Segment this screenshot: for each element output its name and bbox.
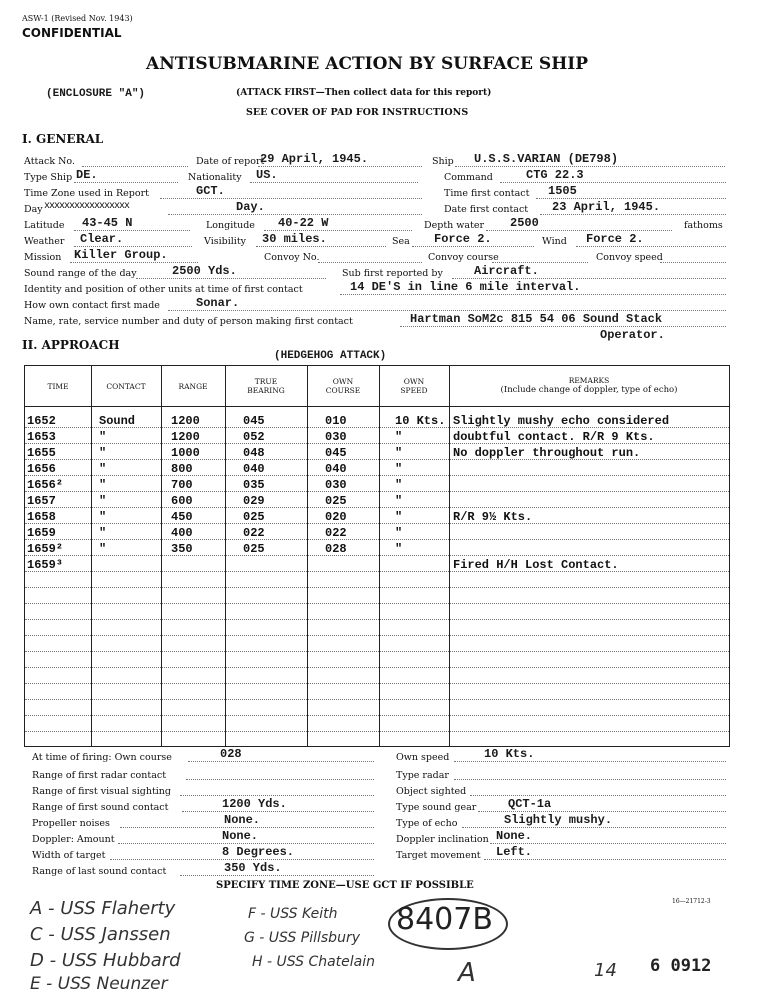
doppler-label: Doppler: Amount: [32, 834, 115, 845]
longitude-value: 40-22 W: [278, 216, 329, 230]
row-range: 450: [171, 510, 193, 524]
visibility-label: Visibility: [204, 236, 247, 247]
row-speed: ": [395, 430, 403, 444]
row-speed: ": [395, 542, 403, 556]
command-value: CTG 22.3: [526, 168, 584, 182]
row-range: 1200: [171, 414, 200, 428]
row-speed: 10 Kts.: [395, 414, 446, 428]
target-movement-label: Target movement: [396, 850, 481, 861]
person-value-line2: Operator.: [600, 328, 665, 342]
day-label: Day: [24, 204, 43, 215]
row-bearing: 048: [243, 446, 265, 460]
section-general-heading: I. GENERAL: [22, 132, 104, 146]
col-header-remarks: REMARKS: [568, 376, 610, 385]
how-contact-label: How own contact first made: [24, 300, 160, 311]
row-guide-line: [25, 667, 729, 668]
stamp-serial: 6 0912: [650, 956, 712, 976]
attack-no-label: Attack No.: [24, 156, 75, 167]
width-target-label: Width of target: [32, 850, 106, 861]
row-guide-line: [25, 603, 729, 604]
time-zone-label: Time Zone used in Report: [24, 188, 149, 199]
weather-label: Weather: [24, 236, 65, 247]
latitude-label: Latitude: [24, 220, 65, 231]
row-remarks: No doppler throughout run.: [453, 446, 641, 460]
row-guide-line: [25, 539, 729, 540]
row-guide-line: [25, 555, 729, 556]
sub-first-reported-value: Aircraft.: [474, 264, 539, 278]
handwritten-ship-e: E - USS Neunzer: [30, 974, 168, 994]
how-contact-value: Sonar.: [196, 296, 240, 310]
row-range: 800: [171, 462, 193, 476]
handwritten-ship-d: D - USS Hubbard: [30, 950, 181, 971]
col-header-own-course: OWN COURSE: [325, 377, 361, 395]
propeller-value: None.: [224, 813, 261, 827]
row-guide-line: [25, 635, 729, 636]
instruction-see-cover: SEE COVER OF PAD FOR INSTRUCTIONS: [246, 107, 469, 118]
row-speed: ": [395, 462, 403, 476]
row-guide-line: [25, 491, 729, 492]
row-guide-line: [25, 475, 729, 476]
doppler-inclination-label: Doppler inclination: [396, 834, 489, 845]
row-guide-line: [25, 715, 729, 716]
radar-range-label: Range of first radar contact: [32, 770, 167, 781]
row-range: 700: [171, 478, 193, 492]
col-header-true-bearing: TRUE BEARING: [247, 377, 285, 395]
first-sound-range-value: 1200 Yds.: [222, 797, 287, 811]
row-speed: ": [395, 510, 403, 524]
weather-value: Clear.: [80, 232, 124, 246]
row-contact: ": [99, 510, 107, 524]
row-contact: ": [99, 462, 107, 476]
row-contact: ": [99, 542, 107, 556]
date-of-report-value: 29 April, 1945.: [260, 152, 369, 166]
row-bearing: 022: [243, 526, 265, 540]
row-guide-line: [25, 507, 729, 508]
object-sighted-label: Object sighted: [396, 786, 467, 797]
row-guide-line: [25, 683, 729, 684]
row-course: 030: [325, 478, 347, 492]
row-remarks: doubtful contact. R/R 9 Kts.: [453, 430, 655, 444]
row-bearing: 025: [243, 510, 265, 524]
row-contact: ": [99, 478, 107, 492]
page-title: ANTISUBMARINE ACTION BY SURFACE SHIP: [146, 54, 588, 74]
classification-label: CONFIDENTIAL: [22, 26, 122, 40]
time-first-contact-value: 1505: [548, 184, 577, 198]
row-bearing: 025: [243, 542, 265, 556]
row-bearing: 040: [243, 462, 265, 476]
stamp-number-handwritten: 8407B: [396, 902, 493, 937]
row-range: 350: [171, 542, 193, 556]
row-time: 1656: [27, 462, 56, 476]
handwritten-ship-c: C - USS Janssen: [30, 924, 171, 945]
row-speed: ": [395, 494, 403, 508]
day-strikeout: xxxxxxxxxxxxxxxxx: [44, 201, 130, 212]
sea-label: Sea: [392, 236, 410, 247]
row-contact: ": [99, 494, 107, 508]
time-zone-value: GCT.: [196, 184, 225, 198]
target-movement-value: Left.: [496, 845, 533, 859]
sound-range-value: 2500 Yds.: [172, 264, 237, 278]
row-time: 1658: [27, 510, 56, 524]
row-guide-line: [25, 459, 729, 460]
row-guide-line: [25, 571, 729, 572]
nationality-value: US.: [256, 168, 278, 182]
mission-label: Mission: [24, 252, 62, 263]
doppler-inclination-value: None.: [496, 829, 533, 843]
ship-label: Ship: [432, 156, 454, 167]
row-time: 1657: [27, 494, 56, 508]
date-of-report-label: Date of report: [196, 156, 265, 167]
wind-value: Force 2.: [586, 232, 644, 246]
instruction-attack-first: (ATTACK FIRST—Then collect data for this report): [236, 88, 492, 98]
row-contact: ": [99, 446, 107, 460]
col-header-range: RANGE: [178, 382, 208, 391]
handwritten-mark-14: 14: [594, 960, 617, 981]
row-remarks: Fired H/H Lost Contact.: [453, 558, 619, 572]
col-header-remarks-note: (Include change of doppler, type of echo): [500, 385, 678, 395]
handwritten-ship-f: F - USS Keith: [248, 906, 338, 922]
specify-time-zone: SPECIFY TIME ZONE—USE GCT IF POSSIBLE: [216, 880, 474, 891]
type-ship-value: DE.: [76, 168, 98, 182]
visual-range-label: Range of first visual sighting: [32, 786, 172, 797]
col-header-contact: CONTACT: [106, 382, 146, 391]
row-time: 1653: [27, 430, 56, 444]
row-time: 1652: [27, 414, 56, 428]
row-time: 1656²: [27, 478, 64, 492]
longitude-label: Longitude: [206, 220, 255, 231]
handwritten-ship-h: H - USS Chatelain: [252, 954, 376, 970]
print-code: 16—21712-3: [672, 898, 711, 905]
row-guide-line: [25, 427, 729, 428]
own-speed-value: 10 Kts.: [484, 747, 535, 761]
row-range: 1000: [171, 446, 200, 460]
date-first-contact-value: 23 April, 1945.: [552, 200, 661, 214]
mission-value: Killer Group.: [74, 248, 168, 262]
latitude-value: 43-45 N: [82, 216, 133, 230]
own-course-value: 028: [220, 747, 242, 761]
ship-value: U.S.S.VARIAN (DE798): [474, 152, 619, 166]
row-speed: ": [395, 526, 403, 540]
row-course: 028: [325, 542, 347, 556]
time-first-contact-label: Time first contact: [444, 188, 530, 199]
type-radar-label: Type radar: [396, 770, 449, 781]
approach-table: [24, 365, 730, 747]
sub-first-reported-label: Sub first reported by: [342, 268, 443, 279]
fathoms-label: fathoms: [684, 220, 723, 231]
width-target-value: 8 Degrees.: [222, 845, 295, 859]
own-speed-label: Own speed: [396, 752, 450, 763]
row-guide-line: [25, 523, 729, 524]
row-guide-line: [25, 443, 729, 444]
row-course: 022: [325, 526, 347, 540]
attack-type-label: (HEDGEHOG ATTACK): [274, 350, 387, 362]
row-range: 400: [171, 526, 193, 540]
handwritten-ship-g: G - USS Pillsbury: [244, 930, 360, 946]
type-ship-label: Type Ship: [24, 172, 73, 183]
row-course: 045: [325, 446, 347, 460]
row-range: 600: [171, 494, 193, 508]
row-course: 025: [325, 494, 347, 508]
depth-water-value: 2500: [510, 216, 539, 230]
row-remarks: Slightly mushy echo considered: [453, 414, 670, 428]
section-approach-heading: II. APPROACH: [22, 338, 120, 352]
row-contact: ": [99, 526, 107, 540]
command-label: Command: [444, 172, 493, 183]
row-time: 1659³: [27, 558, 64, 572]
form-id: ASW-1 (Revised Nov. 1943): [22, 14, 133, 23]
sound-gear-label: Type sound gear: [396, 802, 477, 813]
row-guide-line: [25, 651, 729, 652]
row-guide-line: [25, 619, 729, 620]
row-bearing: 052: [243, 430, 265, 444]
row-time: 1655: [27, 446, 56, 460]
row-course: 010: [325, 414, 347, 428]
row-time: 1659: [27, 526, 56, 540]
row-bearing: 035: [243, 478, 265, 492]
visibility-value: 30 miles.: [262, 232, 327, 246]
row-remarks: R/R 9½ Kts.: [453, 510, 533, 524]
depth-water-label: Depth water: [424, 220, 485, 231]
sound-gear-value: QCT-1a: [508, 797, 552, 811]
row-bearing: 029: [243, 494, 265, 508]
row-course: 030: [325, 430, 347, 444]
row-time: 1659²: [27, 542, 64, 556]
nationality-label: Nationality: [188, 172, 242, 183]
last-sound-range-label: Range of last sound contact: [32, 866, 167, 877]
row-guide-line: [25, 699, 729, 700]
row-guide-line: [25, 587, 729, 588]
identity-value: 14 DE'S in line 6 mile interval.: [350, 280, 581, 294]
person-label: Name, rate, service number and duty of person making first contact: [24, 316, 353, 327]
row-contact: Sound: [99, 414, 136, 428]
first-sound-range-label: Range of first sound contact: [32, 802, 169, 813]
person-value-line1: Hartman SoM2c 815 54 06 Sound Stack: [410, 312, 663, 326]
row-speed: ": [395, 478, 403, 492]
row-bearing: 045: [243, 414, 265, 428]
sound-range-label: Sound range of the day: [24, 268, 137, 279]
convoy-no-label: Convoy No.: [264, 252, 320, 263]
row-speed: ": [395, 446, 403, 460]
handwritten-mark-a: A: [458, 958, 476, 988]
echo-type-value: Slightly mushy.: [504, 813, 613, 827]
row-range: 1200: [171, 430, 200, 444]
last-sound-range-value: 350 Yds.: [224, 861, 282, 875]
day-value: Day.: [236, 200, 265, 214]
sea-value: Force 2.: [434, 232, 492, 246]
col-header-own-speed: OWN SPEED: [400, 377, 428, 395]
doppler-value: None.: [222, 829, 259, 843]
identity-label: Identity and position of other units at time of first contact: [24, 284, 303, 295]
row-guide-line: [25, 731, 729, 732]
echo-type-label: Type of echo: [396, 818, 458, 829]
row-course: 040: [325, 462, 347, 476]
convoy-speed-label: Convoy speed: [596, 252, 663, 263]
row-contact: ": [99, 430, 107, 444]
convoy-course-label: Convoy course: [428, 252, 499, 263]
enclosure-label: (ENCLOSURE "A"): [46, 88, 146, 100]
handwritten-ship-a: A - USS Flaherty: [30, 898, 176, 919]
col-header-time: TIME: [47, 382, 69, 391]
own-course-label: At time of firing: Own course: [32, 752, 172, 763]
propeller-label: Propeller noises: [32, 818, 110, 829]
date-first-contact-label: Date first contact: [444, 204, 529, 215]
row-course: 020: [325, 510, 347, 524]
wind-label: Wind: [542, 236, 567, 247]
